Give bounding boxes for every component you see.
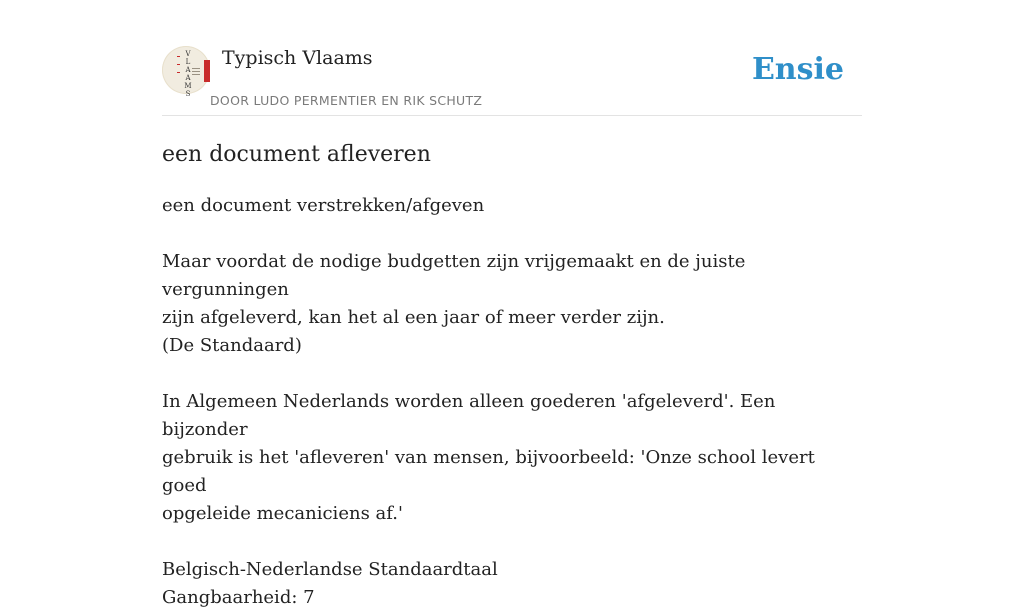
avatar-letter: V <box>185 50 191 58</box>
avatar-letter: L <box>185 58 191 66</box>
avatar-red-band <box>204 60 210 82</box>
avatar-letter: M <box>184 82 192 90</box>
example-source: (De Standaard) <box>162 335 302 356</box>
entry-definition: een document verstrekken/afgeven <box>162 195 485 216</box>
usage-note-line: gebruik is het 'afleveren' van mensen, bijvoorbeeld: 'Onze school levert goed <box>162 447 815 496</box>
site-header <box>162 46 862 116</box>
avatar-tick <box>177 72 180 73</box>
avatar-tick <box>177 64 180 65</box>
example-line: Maar voordat de nodige budgetten zijn vrijgemaakt en de juiste vergunningen <box>162 251 746 300</box>
avatar-letter: A <box>185 74 191 82</box>
avatar-text-lines <box>192 68 200 77</box>
collection-authors: DOOR LUDO PERMENTIER EN RIK SCHUTZ <box>210 93 483 108</box>
avatar-tick <box>177 56 180 57</box>
entry-category-detail: Gangbaarheid: 7 <box>162 587 315 608</box>
avatar-letter: S <box>185 90 191 98</box>
entry-category: Belgisch-Nederlandse Standaardtaal <box>162 559 498 580</box>
avatar-letter: A <box>185 66 191 74</box>
usage-note-line: In Algemeen Nederlands worden alleen goederen 'afgeleverd'. Een bijzonder <box>162 391 776 440</box>
example-line: zijn afgeleverd, kan het al een jaar of meer verder zijn. <box>162 307 665 328</box>
ensie-logo-link[interactable]: Ensie <box>751 52 844 87</box>
usage-note-line: opgeleide mecaniciens af.' <box>162 503 403 524</box>
collection-title-link[interactable]: Typisch Vlaams <box>222 47 373 69</box>
entry-term: een document afleveren <box>162 142 431 167</box>
entry-body <box>162 192 852 612</box>
collection-avatar[interactable] <box>162 46 210 98</box>
